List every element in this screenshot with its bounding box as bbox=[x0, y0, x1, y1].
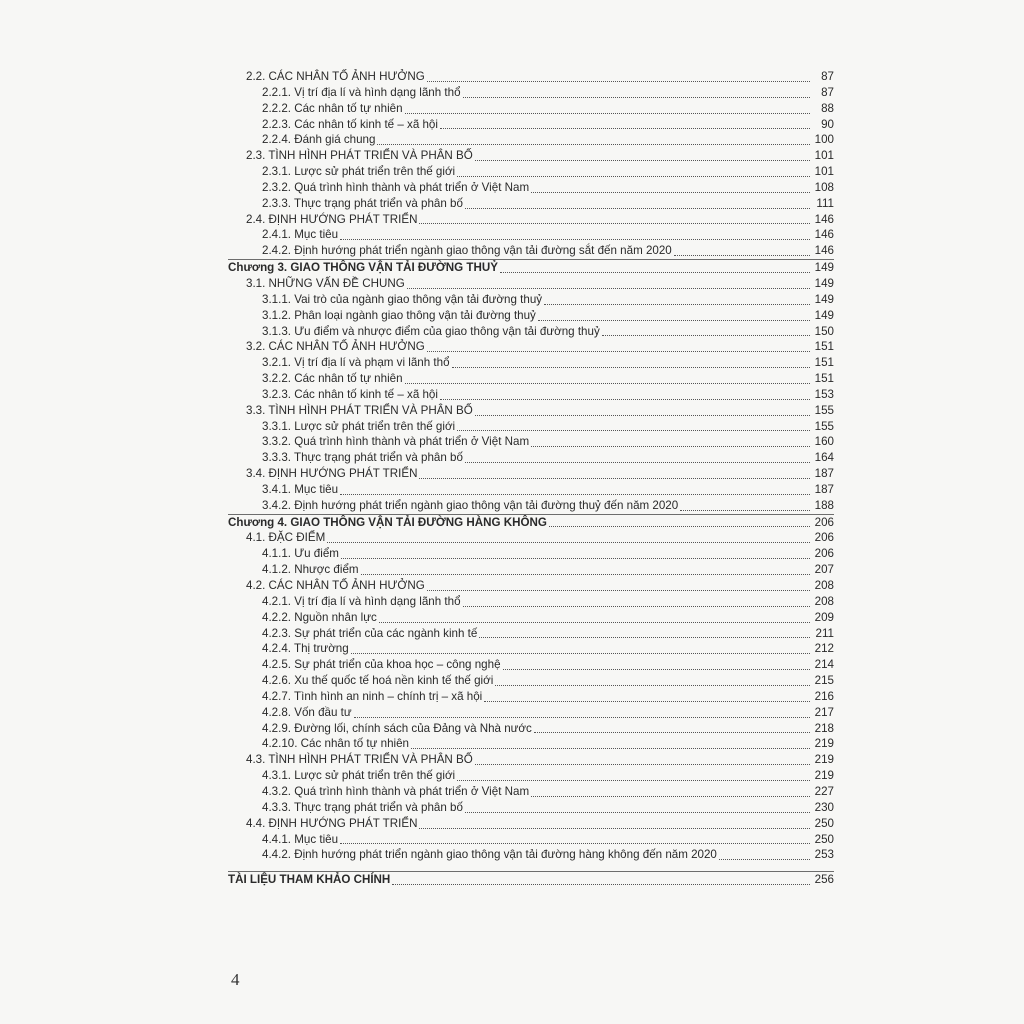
toc-entry-label: 2.4. ĐỊNH HƯỚNG PHÁT TRIỂN bbox=[246, 212, 418, 226]
toc-entry-label: 4.2.2. Nguồn nhân lực bbox=[262, 610, 377, 624]
dot-leader bbox=[463, 606, 810, 607]
dot-leader bbox=[427, 351, 810, 352]
toc-entry-page: 206 bbox=[814, 531, 834, 545]
dot-leader bbox=[392, 884, 810, 885]
dot-leader bbox=[440, 128, 810, 129]
toc-entry-label: 3.3.2. Quá trình hình thành và phát triển ở Việt Nam bbox=[262, 435, 530, 449]
toc-subsection-row bbox=[228, 673, 834, 689]
toc-entry-label: 2.3. TÌNH HÌNH PHÁT TRIỂN VÀ PHÂN BỐ bbox=[246, 149, 473, 163]
toc-entry-page: 88 bbox=[821, 101, 834, 115]
toc-section-row bbox=[228, 212, 834, 228]
toc-entry-page: 187 bbox=[814, 467, 834, 481]
toc-subsection-row bbox=[228, 85, 834, 101]
toc-subsection-row bbox=[228, 736, 834, 752]
toc-subsection-row bbox=[228, 847, 834, 863]
toc-entry-label: 4.2.3. Sự phát triển của các ngành kinh tế bbox=[262, 626, 478, 640]
dot-leader bbox=[465, 812, 810, 813]
toc-entry-page: 250 bbox=[814, 816, 834, 830]
toc-entry-label: 4.2.8. Vốn đầu tư bbox=[262, 705, 352, 719]
dot-leader bbox=[440, 399, 810, 400]
toc-entry-label: 3.2. CÁC NHÂN TỐ ẢNH HƯỞNG bbox=[246, 340, 425, 354]
toc-entry-label: 3.1.2. Phân loại ngành giao thông vận tải đường thuỷ bbox=[262, 308, 536, 322]
toc-entry-label: 4.2.6. Xu thế quốc tế hoá nền kinh tế thế giới bbox=[262, 674, 494, 688]
dot-leader bbox=[534, 732, 810, 733]
toc-subsection-row bbox=[228, 721, 834, 737]
toc-subsection-row bbox=[228, 355, 834, 371]
dot-leader bbox=[405, 113, 810, 114]
toc-entry-page: 111 bbox=[816, 196, 834, 210]
toc-entry-page: 149 bbox=[814, 292, 834, 306]
toc-entry-page: 164 bbox=[814, 451, 834, 465]
toc-entry-label: 4.4.2. Định hướng phát triển ngành giao thông vận tải đường hàng không đến năm 2020 bbox=[262, 848, 717, 862]
toc-entry-label: 3.2.2. Các nhân tố tự nhiên bbox=[262, 372, 403, 386]
toc-entry-label: 2.3.3. Thực trạng phát triển và phân bố bbox=[262, 196, 463, 210]
toc-subsection-row bbox=[228, 610, 834, 626]
toc-subsection-row bbox=[228, 308, 834, 324]
dot-leader bbox=[354, 717, 810, 718]
toc-entry-label: 4.2.4. Thị trường bbox=[262, 642, 349, 656]
dot-leader bbox=[340, 239, 810, 240]
toc-entry-label: 4.4. ĐỊNH HƯỚNG PHÁT TRIỂN bbox=[246, 816, 418, 830]
toc-entry-label: 3.4.1. Mục tiêu bbox=[262, 482, 339, 496]
toc-subsection-row bbox=[228, 227, 834, 243]
toc-entry-label: 3.4.2. Định hướng phát triển ngành giao thông vận tải đường thuỷ đến năm 2020 bbox=[262, 498, 679, 512]
toc-subsection-row bbox=[228, 292, 834, 308]
dot-leader bbox=[500, 272, 810, 273]
toc-subsection-row bbox=[228, 132, 834, 148]
toc-entry-label: 3.3.3. Thực trạng phát triển và phân bố bbox=[262, 451, 463, 465]
toc-entry-page: 146 bbox=[814, 244, 834, 258]
toc-entry-label: 2.4.2. Định hướng phát triển ngành giao thông vận tải đường sắt đến năm 2020 bbox=[262, 244, 672, 258]
toc-entry-page: 87 bbox=[821, 70, 834, 83]
toc-entry-page: 209 bbox=[814, 610, 834, 624]
dot-leader bbox=[719, 859, 810, 860]
toc-section-row bbox=[228, 276, 834, 292]
dot-leader bbox=[457, 780, 810, 781]
toc-subsection-row bbox=[228, 768, 834, 784]
toc-subsection-row bbox=[228, 117, 834, 133]
toc-entry-page: 153 bbox=[814, 387, 834, 401]
dot-leader bbox=[457, 176, 810, 177]
toc-subsection-row bbox=[228, 419, 834, 435]
toc-entry-page: 218 bbox=[814, 721, 834, 735]
toc-entry-page: 187 bbox=[814, 482, 834, 496]
toc-subsection-row bbox=[228, 800, 834, 816]
toc-chapter-row bbox=[228, 514, 834, 531]
dot-leader bbox=[407, 288, 810, 289]
toc-subsection-row bbox=[228, 562, 834, 578]
toc-entry-label: 3.4. ĐỊNH HƯỚNG PHÁT TRIỂN bbox=[246, 467, 418, 481]
dot-leader bbox=[340, 494, 810, 495]
toc-section-row bbox=[228, 530, 834, 546]
dot-leader bbox=[452, 367, 810, 368]
toc-entry-label: 4.4.1. Mục tiêu bbox=[262, 832, 339, 846]
dot-leader bbox=[419, 828, 810, 829]
toc-entry-page: 90 bbox=[821, 117, 834, 131]
toc-entry-label: 2.4.1. Mục tiêu bbox=[262, 228, 339, 242]
toc-subsection-row bbox=[228, 641, 834, 657]
toc-entry-page: 253 bbox=[814, 848, 834, 862]
toc-section-row bbox=[228, 69, 834, 85]
toc-entry-label: 4.3.3. Thực trạng phát triển và phân bố bbox=[262, 800, 463, 814]
dot-leader bbox=[680, 510, 810, 511]
dot-leader bbox=[475, 764, 810, 765]
toc-entry-label: 4.1.1. Ưu điểm bbox=[262, 547, 339, 561]
toc-entry-page: 219 bbox=[814, 769, 834, 783]
toc-entry-label: Chương 3. GIAO THÔNG VẬN TẢI ĐƯỜNG THUỶ bbox=[228, 261, 498, 275]
dot-leader bbox=[405, 383, 810, 384]
dot-leader bbox=[411, 748, 810, 749]
toc-entry-page: 208 bbox=[814, 579, 834, 592]
toc-subsection-row bbox=[228, 101, 834, 117]
toc-subsection-row bbox=[228, 594, 834, 610]
toc-entry-page: 150 bbox=[814, 324, 834, 338]
toc-entry-page: 151 bbox=[814, 372, 834, 386]
toc-entry-label: 2.3.1. Lược sử phát triển trên thế giới bbox=[262, 165, 456, 179]
dot-leader bbox=[379, 622, 810, 623]
toc-entry-page: 151 bbox=[814, 340, 834, 354]
toc-entry-label: 4.3. TÌNH HÌNH PHÁT TRIỂN VÀ PHÂN BỐ bbox=[246, 753, 473, 767]
dot-leader bbox=[495, 685, 810, 686]
toc-subsection-row bbox=[228, 657, 834, 673]
toc-subsection-row bbox=[228, 387, 834, 403]
toc-entry-page: 149 bbox=[814, 276, 834, 290]
dot-leader bbox=[419, 223, 810, 224]
toc-entry-page: 211 bbox=[815, 626, 834, 640]
toc-subsection-row bbox=[228, 164, 834, 180]
toc-entry-page: 146 bbox=[814, 228, 834, 242]
dot-leader bbox=[377, 144, 810, 145]
dot-leader bbox=[531, 192, 810, 193]
dot-leader bbox=[602, 335, 810, 336]
table-of-contents bbox=[228, 69, 834, 888]
dot-leader bbox=[463, 97, 810, 98]
toc-entry-page: 215 bbox=[814, 674, 834, 688]
toc-subsection-row bbox=[228, 196, 834, 212]
toc-entry-page: 188 bbox=[814, 498, 834, 512]
toc-entry-page: 256 bbox=[814, 873, 834, 887]
toc-entry-page: 219 bbox=[814, 753, 834, 767]
toc-entry-label: 3.1. NHỮNG VẤN ĐỀ CHUNG bbox=[246, 276, 405, 290]
toc-entry-label: 4.3.2. Quá trình hình thành và phát triển ở Việt Nam bbox=[262, 784, 530, 798]
dot-leader bbox=[327, 542, 810, 543]
dot-leader bbox=[457, 430, 810, 431]
dot-leader bbox=[549, 526, 810, 527]
toc-subsection-row bbox=[228, 832, 834, 848]
toc-entry-label: TÀI LIỆU THAM KHẢO CHÍNH bbox=[228, 873, 391, 887]
dot-leader bbox=[427, 590, 810, 591]
toc-entry-label: 3.3. TÌNH HÌNH PHÁT TRIỂN VÀ PHÂN BỐ bbox=[246, 403, 473, 417]
toc-entry-page: 207 bbox=[814, 563, 834, 577]
toc-entry-page: 208 bbox=[814, 594, 834, 608]
toc-entry-page: 212 bbox=[814, 642, 834, 656]
dot-leader bbox=[503, 669, 810, 670]
toc-subsection-row bbox=[228, 371, 834, 387]
toc-entry-page: 160 bbox=[814, 435, 834, 449]
toc-entry-label: 4.1. ĐẶC ĐIỂM bbox=[246, 531, 326, 545]
dot-leader bbox=[475, 415, 810, 416]
toc-entry-label: Chương 4. GIAO THÔNG VẬN TẢI ĐƯỜNG HÀNG KHÔNG bbox=[228, 515, 547, 529]
dot-leader bbox=[484, 701, 810, 702]
toc-entry-page: 219 bbox=[814, 737, 834, 751]
toc-entry-label: 2.3.2. Quá trình hình thành và phát triển ở Việt Nam bbox=[262, 180, 530, 194]
toc-section-row bbox=[228, 403, 834, 419]
toc-entry-page: 101 bbox=[814, 149, 834, 163]
dot-leader bbox=[361, 574, 810, 575]
toc-entry-label: 2.2. CÁC NHÂN TỐ ẢNH HƯỞNG bbox=[246, 70, 425, 83]
dot-leader bbox=[419, 478, 810, 479]
toc-entry-label: 4.2.9. Đường lối, chính sách của Đảng và Nhà nước bbox=[262, 721, 532, 735]
page-number: 4 bbox=[231, 970, 240, 989]
toc-subsection-row bbox=[228, 498, 834, 514]
toc-entry-page: 216 bbox=[814, 689, 834, 703]
toc-section-row bbox=[228, 578, 834, 594]
toc-entry-label: 2.2.1. Vị trí địa lí và hình dạng lãnh thổ bbox=[262, 85, 461, 99]
toc-entry-page: 149 bbox=[814, 261, 834, 275]
toc-subsection-row bbox=[228, 324, 834, 340]
toc-entry-page: 100 bbox=[814, 133, 834, 147]
toc-subsection-row bbox=[228, 784, 834, 800]
toc-entry-page: 206 bbox=[814, 547, 834, 561]
toc-entry-page: 101 bbox=[814, 165, 834, 179]
dot-leader bbox=[340, 843, 810, 844]
toc-entry-label: 4.1.2. Nhược điểm bbox=[262, 563, 359, 577]
toc-section-row bbox=[228, 466, 834, 482]
toc-entry-page: 214 bbox=[814, 658, 834, 672]
toc-subsection-row bbox=[228, 450, 834, 466]
toc-entry-label: 2.2.4. Đánh giá chung bbox=[262, 133, 376, 147]
dot-leader bbox=[531, 446, 810, 447]
toc-entry-page: 227 bbox=[814, 784, 834, 798]
dot-leader bbox=[465, 208, 810, 209]
toc-subsection-row bbox=[228, 180, 834, 196]
dot-leader bbox=[479, 637, 810, 638]
toc-entry-label: 4.2.5. Sự phát triển của khoa học – công nghệ bbox=[262, 658, 501, 672]
dot-leader bbox=[538, 320, 810, 321]
toc-entry-label: 4.2.7. Tình hình an ninh – chính trị – xã hội bbox=[262, 689, 483, 703]
toc-chapter-row bbox=[228, 871, 834, 888]
toc-entry-label: 3.2.3. Các nhân tố kinh tế – xã hội bbox=[262, 387, 438, 401]
toc-section-row bbox=[228, 816, 834, 832]
toc-entry-label: 4.3.1. Lược sử phát triển trên thế giới bbox=[262, 769, 456, 783]
toc-entry-page: 155 bbox=[814, 419, 834, 433]
toc-entry-page: 151 bbox=[814, 356, 834, 370]
toc-entry-label: 3.3.1. Lược sử phát triển trên thế giới bbox=[262, 419, 456, 433]
toc-subsection-row bbox=[228, 482, 834, 498]
toc-entry-label: 4.2.10. Các nhân tố tự nhiên bbox=[262, 737, 409, 751]
dot-leader bbox=[351, 653, 810, 654]
dot-leader bbox=[674, 255, 810, 256]
toc-subsection-row bbox=[228, 546, 834, 562]
toc-entry-page: 217 bbox=[814, 705, 834, 719]
toc-entry-label: 3.2.1. Vị trí địa lí và phạm vi lãnh thổ bbox=[262, 356, 450, 370]
dot-leader bbox=[531, 796, 810, 797]
toc-entry-label: 3.1.3. Ưu điểm và nhược điểm của giao thông vận tải đường thuỷ bbox=[262, 324, 600, 338]
toc-subsection-row bbox=[228, 243, 834, 259]
toc-entry-label: 2.2.3. Các nhân tố kinh tế – xã hội bbox=[262, 117, 438, 131]
toc-chapter-row bbox=[228, 259, 834, 276]
toc-section-row bbox=[228, 752, 834, 768]
toc-entry-page: 206 bbox=[814, 515, 834, 529]
toc-subsection-row bbox=[228, 689, 834, 705]
toc-section-row bbox=[228, 339, 834, 355]
toc-subsection-row bbox=[228, 705, 834, 721]
toc-entry-page: 250 bbox=[814, 832, 834, 846]
toc-section-row bbox=[228, 148, 834, 164]
toc-entry-label: 2.2.2. Các nhân tố tự nhiên bbox=[262, 101, 403, 115]
toc-entry-page: 108 bbox=[814, 180, 834, 194]
toc-entry-label: 4.2. CÁC NHÂN TỐ ẢNH HƯỞNG bbox=[246, 579, 425, 592]
toc-entry-label: 3.1.1. Vai trò của ngành giao thông vận tải đường thuỷ bbox=[262, 292, 543, 306]
toc-entry-page: 230 bbox=[814, 800, 834, 814]
dot-leader bbox=[544, 304, 810, 305]
toc-entry-label: 4.2.1. Vị trí địa lí và hình dạng lãnh thổ bbox=[262, 594, 461, 608]
toc-subsection-row bbox=[228, 626, 834, 642]
dot-leader bbox=[427, 81, 810, 82]
dot-leader bbox=[465, 462, 810, 463]
toc-entry-page: 149 bbox=[814, 308, 834, 322]
toc-entry-page: 146 bbox=[814, 212, 834, 226]
toc-entry-page: 87 bbox=[821, 85, 834, 99]
toc-entry-page: 155 bbox=[814, 403, 834, 417]
toc-subsection-row bbox=[228, 434, 834, 450]
dot-leader bbox=[341, 558, 810, 559]
dot-leader bbox=[475, 160, 810, 161]
